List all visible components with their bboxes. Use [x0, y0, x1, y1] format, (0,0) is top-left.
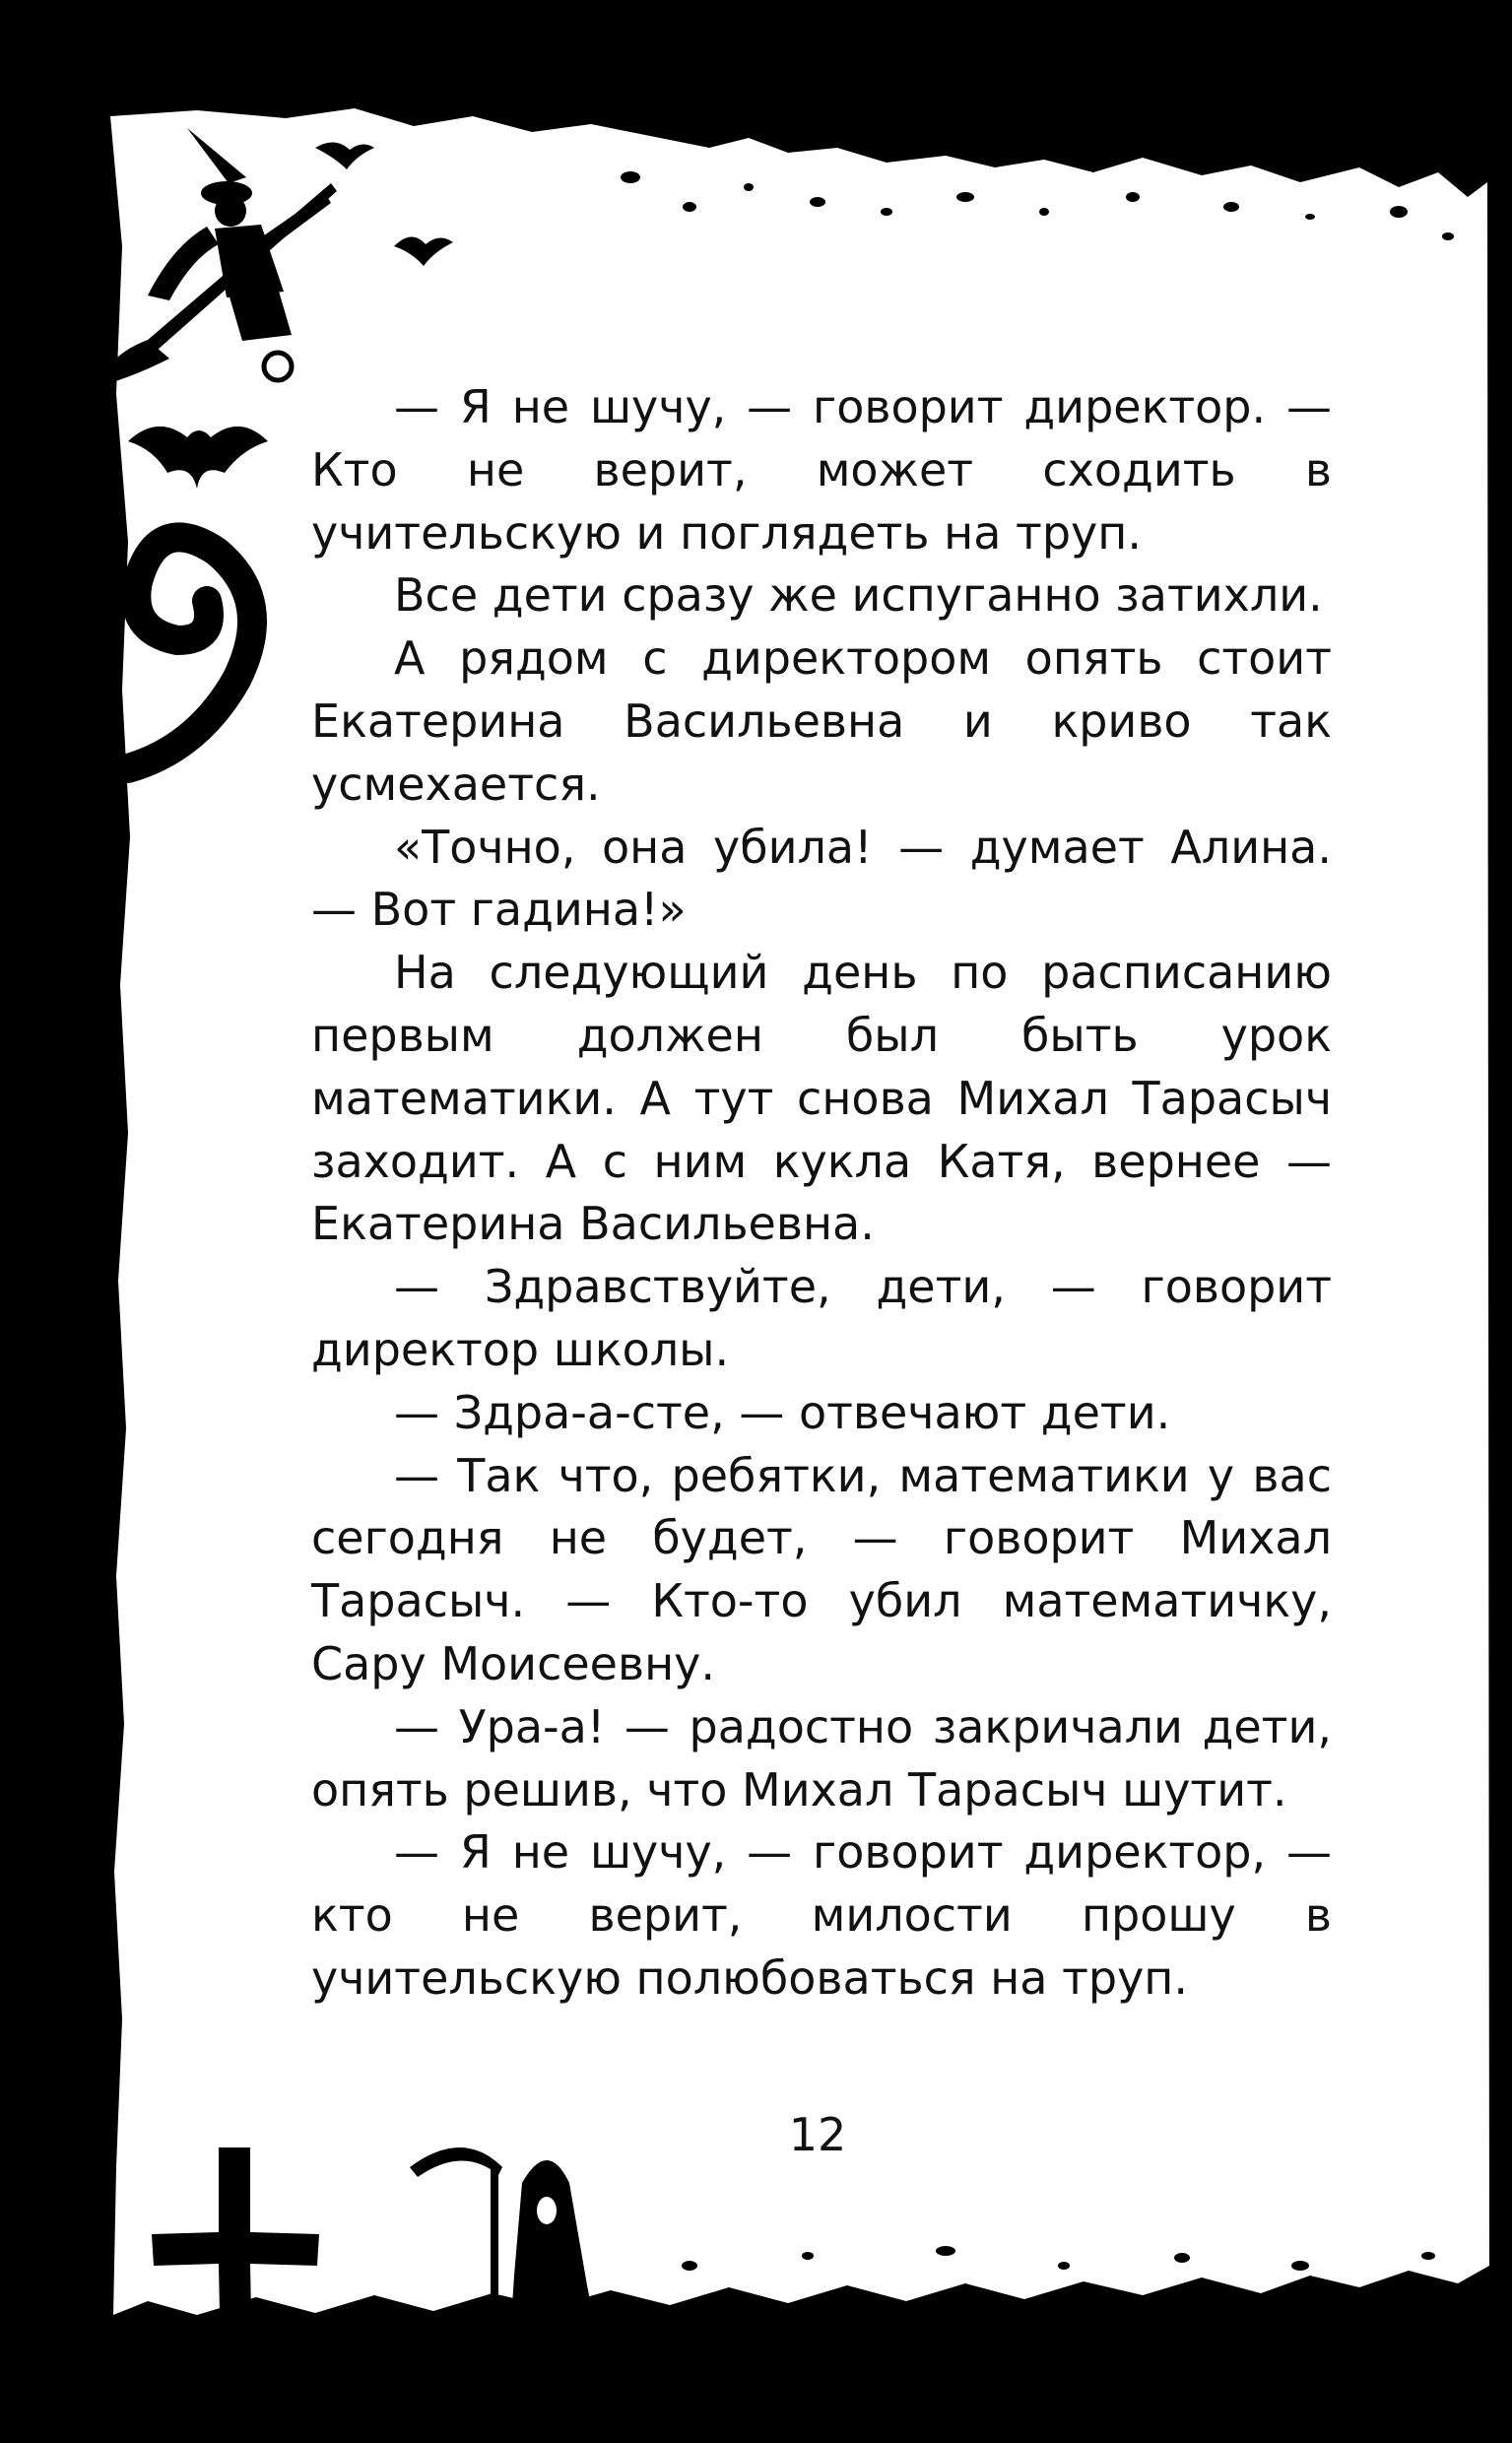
- paragraph: На следующий день по расписанию первым должен был быть урок математики. А тут снова Михал Тарасыч заходит. А с ним кукла Катя, вернее — Екатерина Васильевна.: [311, 946, 1332, 1251]
- body-text: [311, 376, 1332, 2011]
- paragraph: — Я не шучу, — говорит директор. — Кто не верит, может сходить в учительскую и поглядеть на труп.: [311, 380, 1332, 560]
- paragraph: — Так что, ребятки, математики у вас сегодня не будет, — говорит Михал Тарасыч. — Кто-то убил математичку, Сару Моисеевну.: [311, 1448, 1332, 1690]
- paragraph: — Ура-а! — радостно закричали дети, опять решив, что Михал Тарасыч шутит.: [311, 1699, 1332, 1816]
- paragraph: А рядом с директором опять стоит Екатерина Васильевна и криво так усмехается.: [311, 631, 1332, 811]
- page-number: 12: [788, 2108, 847, 2161]
- paragraph: — Здравствуйте, дети, — говорит директор школы.: [311, 1260, 1332, 1376]
- paragraph: — Я не шучу, — говорит директор, — кто не верит, милости прошу в учительскую полюбоваться на труп.: [311, 1825, 1332, 2005]
- paragraph: Все дети сразу же испуганно затихли.: [394, 568, 1323, 623]
- paragraph: — Здра-а-сте, — отвечают дети.: [394, 1385, 1171, 1439]
- paragraph: «Точно, она убила! — думает Алина. — Вот гадина!»: [311, 820, 1332, 937]
